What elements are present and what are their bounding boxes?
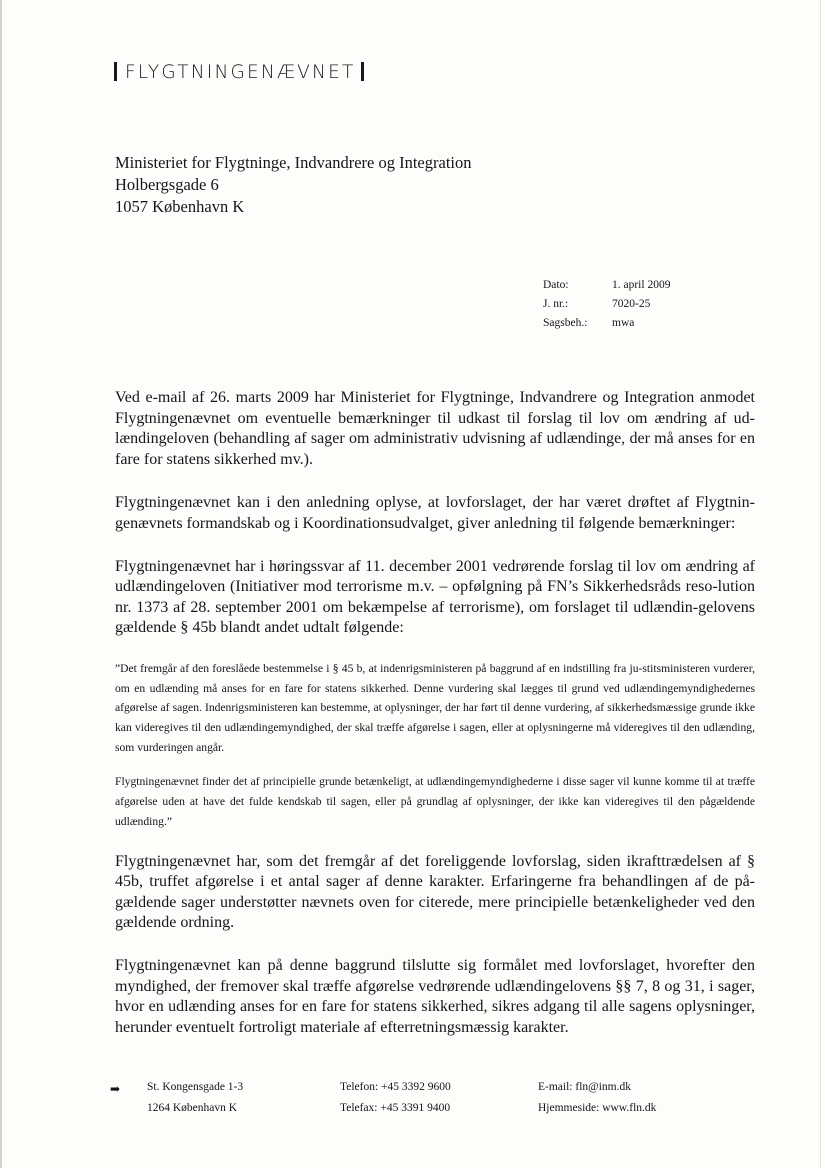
recipient-city: 1057 København K [115, 197, 245, 216]
meta-label: J. nr.: [543, 298, 569, 310]
footer-address-line2: 1264 København K [147, 1102, 238, 1114]
logo-bar-left [114, 62, 117, 81]
footer-email: E-mail: fln@inm.dk [538, 1081, 631, 1093]
footer-phone: Telefon: +45 3392 9600 [340, 1081, 451, 1093]
paragraph-conclusion: Flygtningenævnet kan på denne baggrund tilslutte sig formålet med lovforslaget, hvorefter den myndighed, der fremover skal træffe afgørelse vedrørende udlændingelovens §§ 7, 8 og 31, i sager, hvor en udlænding anses for en fare for statens sikkerhed, sikres adgang til alle sagens oplysninger, herunder eventuelt fortroligt materiale af efterretningsmæssig karakter. [115, 956, 755, 1036]
footer-address-line1: St. Kongensgade 1-3 [147, 1081, 244, 1093]
meta-label: Sagsbeh.: [543, 317, 588, 329]
meta-row-caseworker [543, 314, 670, 333]
footer-website: Hjemmeside: www.fln.dk [538, 1102, 657, 1114]
meta-value: 1. april 2009 [612, 279, 671, 291]
arrow-right-icon: ➡ [110, 1082, 121, 1096]
letterhead-logo [114, 62, 364, 83]
reference-block [543, 276, 670, 333]
footer-web-block [538, 1077, 656, 1119]
paragraph-previous-response: Flygtningenævnet har i høringssvar af 11. december 2001 vedrørende forslag til lov om ændring af udlændingeloven (Initiativer mod terrorisme m.v. – opfølgning på FN’s Sikkerhedsråds reso-lution nr. 1373 af 28. september 2001 om bekæmpelse af terrorisme), om forslaget til udlændin-gelovens gældende § 45b blandt andet udtalt følgende: [115, 557, 755, 637]
meta-value: mwa [612, 317, 635, 329]
footer-phone-block [340, 1077, 451, 1119]
meta-value: 7020-25 [612, 298, 651, 310]
scan-edge-right [820, 0, 821, 1168]
paragraph-context: Flygtningenævnet kan i den anledning oplyse, at lovforslaget, der har været drøftet af Flygtnin-genævnets formandskab og i Koordinationsudvalget, giver anledning til følgende bemærkninger: [115, 494, 755, 532]
paragraph-experience: Flygtningenævnet har, som det fremgår af det foreliggende lovforslag, siden ikrafttrædelsen af § 45b, truffet afgørelse i et antal sager af denne karakter. Erfaringerne fra behandlingen af de på-gældende sager understøtter nævnets oven for citerede, mere principielle betænkeligheder ved den gældende ordning. [115, 852, 755, 932]
footer-fax: Telefax: +45 3391 9400 [340, 1102, 451, 1114]
recipient-name: Ministeriet for Flygtninge, Indvandrere og Integration [115, 153, 472, 172]
logo-text: FLYGTNINGENÆVNET [125, 62, 356, 83]
quote-paragraph-1: ”Det fremgår af den foreslåede bestemmelse i § 45 b, at indenrigsministeren på baggrund af en indstilling fra ju-stitsministeren vurderer, om en udlænding må anses for en fare for statens sikkerhed. Denne vurdering skal lægges til grund ved udlændingemyndighedernes afgørelse af sagen. Indenrigsministeren kan bestemme, at oplysninger, der har ført til denne vurdering, af sikkerhedsmæssige grunde ikke kan videregives til den udlændingemyndighed, der skal træffe afgørelse i sagen, eller at oplysningerne må videregives til den udlænding, som vurderingen angår. [115, 661, 755, 754]
logo-bar-right [361, 62, 364, 81]
quote-paragraph-2: Flygtningenævnet finder det af principielle grunde betænkeligt, at udlændingemyndighederne i disse sager vil kunne komme til at træffe afgørelse uden at have det fulde kendskab til sagen, eller på grundlag af oplysninger, der ikke kan videregives til den pågældende udlænding.” [115, 775, 755, 828]
scan-edge-left [0, 0, 2, 1168]
meta-row-date [543, 276, 670, 295]
recipient-street: Holbergsgade 6 [115, 175, 219, 194]
meta-label: Dato: [543, 279, 569, 291]
letter-body [115, 388, 755, 1038]
meta-row-journal [543, 295, 670, 314]
recipient-address [115, 152, 472, 218]
paragraph-request: Ved e-mail af 26. marts 2009 har Ministeriet for Flygtninge, Indvandrere og Integration anmodet Flygtningenævnet om eventuelle bemærkninger til udkast til forslag til lov om ændring af ud-lændingeloven (behandling af sager om administrativ udvisning af udlændinge, der må anses for en fare for statens sikkerhed mv.). [115, 389, 755, 468]
footer-address [147, 1077, 243, 1119]
